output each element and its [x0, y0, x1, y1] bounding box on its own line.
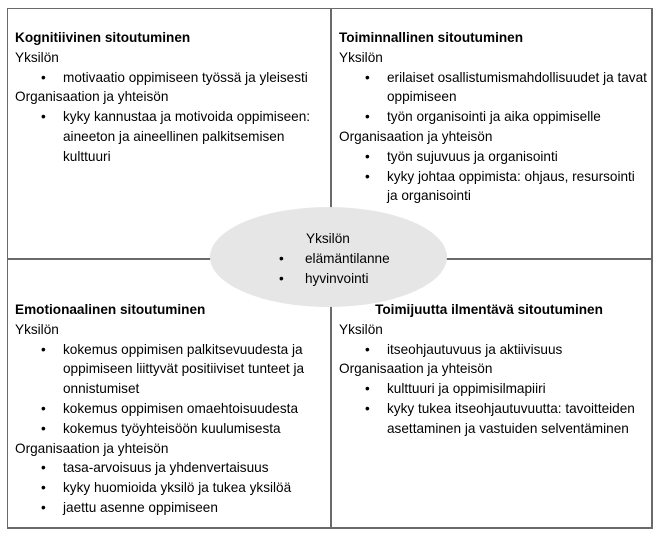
bullet-icon: • — [365, 341, 370, 357]
individual-list — [15, 68, 325, 88]
list-item: • erilaiset osallistumismahdollisuudet ja tavat oppimiseen — [365, 69, 647, 105]
list-item: • kokemus työyhteisöön kuulumisesta — [15, 419, 325, 439]
individual-label: Yksilön — [15, 49, 59, 65]
quadrant-agency — [339, 300, 649, 439]
bullet-icon: • — [365, 69, 370, 85]
organization-label: Organisaation ja yhteisön — [15, 89, 169, 105]
individual-list — [339, 68, 649, 127]
quadrant-cognitive — [15, 28, 325, 167]
list-item: • kyky kannustaa ja motivoida oppimiseen: aineeton ja aineellinen palkitsemisen kulttuuri — [41, 109, 311, 164]
organization-list — [15, 458, 325, 517]
individual-label: Yksilön — [339, 49, 383, 65]
center-content — [275, 229, 435, 288]
list-item: • kulttuuri ja oppimisilmapiiri — [339, 379, 649, 399]
organization-list — [15, 107, 325, 166]
bullet-icon: • — [365, 381, 370, 397]
bullet-icon: • — [279, 270, 284, 286]
bullet-icon: • — [41, 109, 46, 125]
bullet-icon: • — [41, 69, 46, 85]
organization-list — [339, 379, 649, 438]
quadrant-title: Emotionaalinen sitoutuminen — [15, 302, 206, 317]
individual-list — [339, 340, 649, 360]
bullet-icon: • — [41, 341, 46, 357]
list-item: • hyvinvointi — [275, 269, 435, 289]
list-item: • työn sujuvuus ja organisointi — [339, 147, 649, 167]
list-item: • kokemus oppimisen palkitsevuudesta ja oppimiseen liittyvät positiiviset tunteet ja onnistumiset — [41, 341, 305, 397]
bullet-icon: • — [365, 109, 370, 125]
individual-label: Yksilön — [339, 321, 383, 337]
list-item: • motivaatio oppimiseen työssä ja yleisesti — [15, 68, 325, 88]
center-label: Yksilön — [306, 231, 350, 246]
bullet-icon: • — [365, 148, 370, 164]
quadrant-emotional — [15, 300, 325, 518]
bullet-icon: • — [41, 420, 46, 436]
list-item: • kyky tukea itseohjautuvuutta: tavoitteiden asettaminen ja vastuiden selventäminen — [365, 400, 635, 436]
list-item: • kokemus oppimisen omaehtoisuudesta — [15, 399, 325, 419]
center-list — [275, 249, 435, 289]
quadrant-title: Toiminnallinen sitoutuminen — [339, 30, 524, 45]
list-item: • jaettu asenne oppimiseen — [15, 498, 325, 518]
list-item: • elämäntilanne — [275, 249, 435, 269]
individual-list — [15, 340, 325, 439]
bullet-icon: • — [41, 400, 46, 416]
list-item: • kyky johtaa oppimista: ohjaus, resursointi ja organisointi — [365, 168, 635, 204]
quadrant-functional — [339, 28, 649, 206]
bullet-icon: • — [365, 400, 370, 416]
bullet-icon: • — [41, 480, 46, 496]
bullet-icon: • — [279, 250, 284, 266]
quadrant-title: Kognitiivinen sitoutuminen — [15, 30, 191, 45]
bullet-icon: • — [41, 460, 46, 476]
organization-label: Organisaation ja yhteisön — [15, 440, 169, 456]
list-item: • itseohjautuvuus ja aktiivisuus — [339, 340, 649, 360]
bullet-icon: • — [365, 168, 370, 184]
quadrant-title: Toimijuutta ilmentävä sitoutuminen — [375, 302, 603, 317]
list-item: • kyky huomioida yksilö ja tukea yksilöä — [15, 478, 325, 498]
organization-list — [339, 147, 649, 206]
individual-label: Yksilön — [15, 321, 59, 337]
bullet-icon: • — [41, 499, 46, 515]
list-item: • työn organisointi ja aika oppimiselle — [339, 107, 649, 127]
organization-label: Organisaation ja yhteisön — [339, 128, 493, 144]
organization-label: Organisaation ja yhteisön — [339, 361, 493, 377]
list-item: • tasa-arvoisuus ja yhdenvertaisuus — [15, 458, 325, 478]
